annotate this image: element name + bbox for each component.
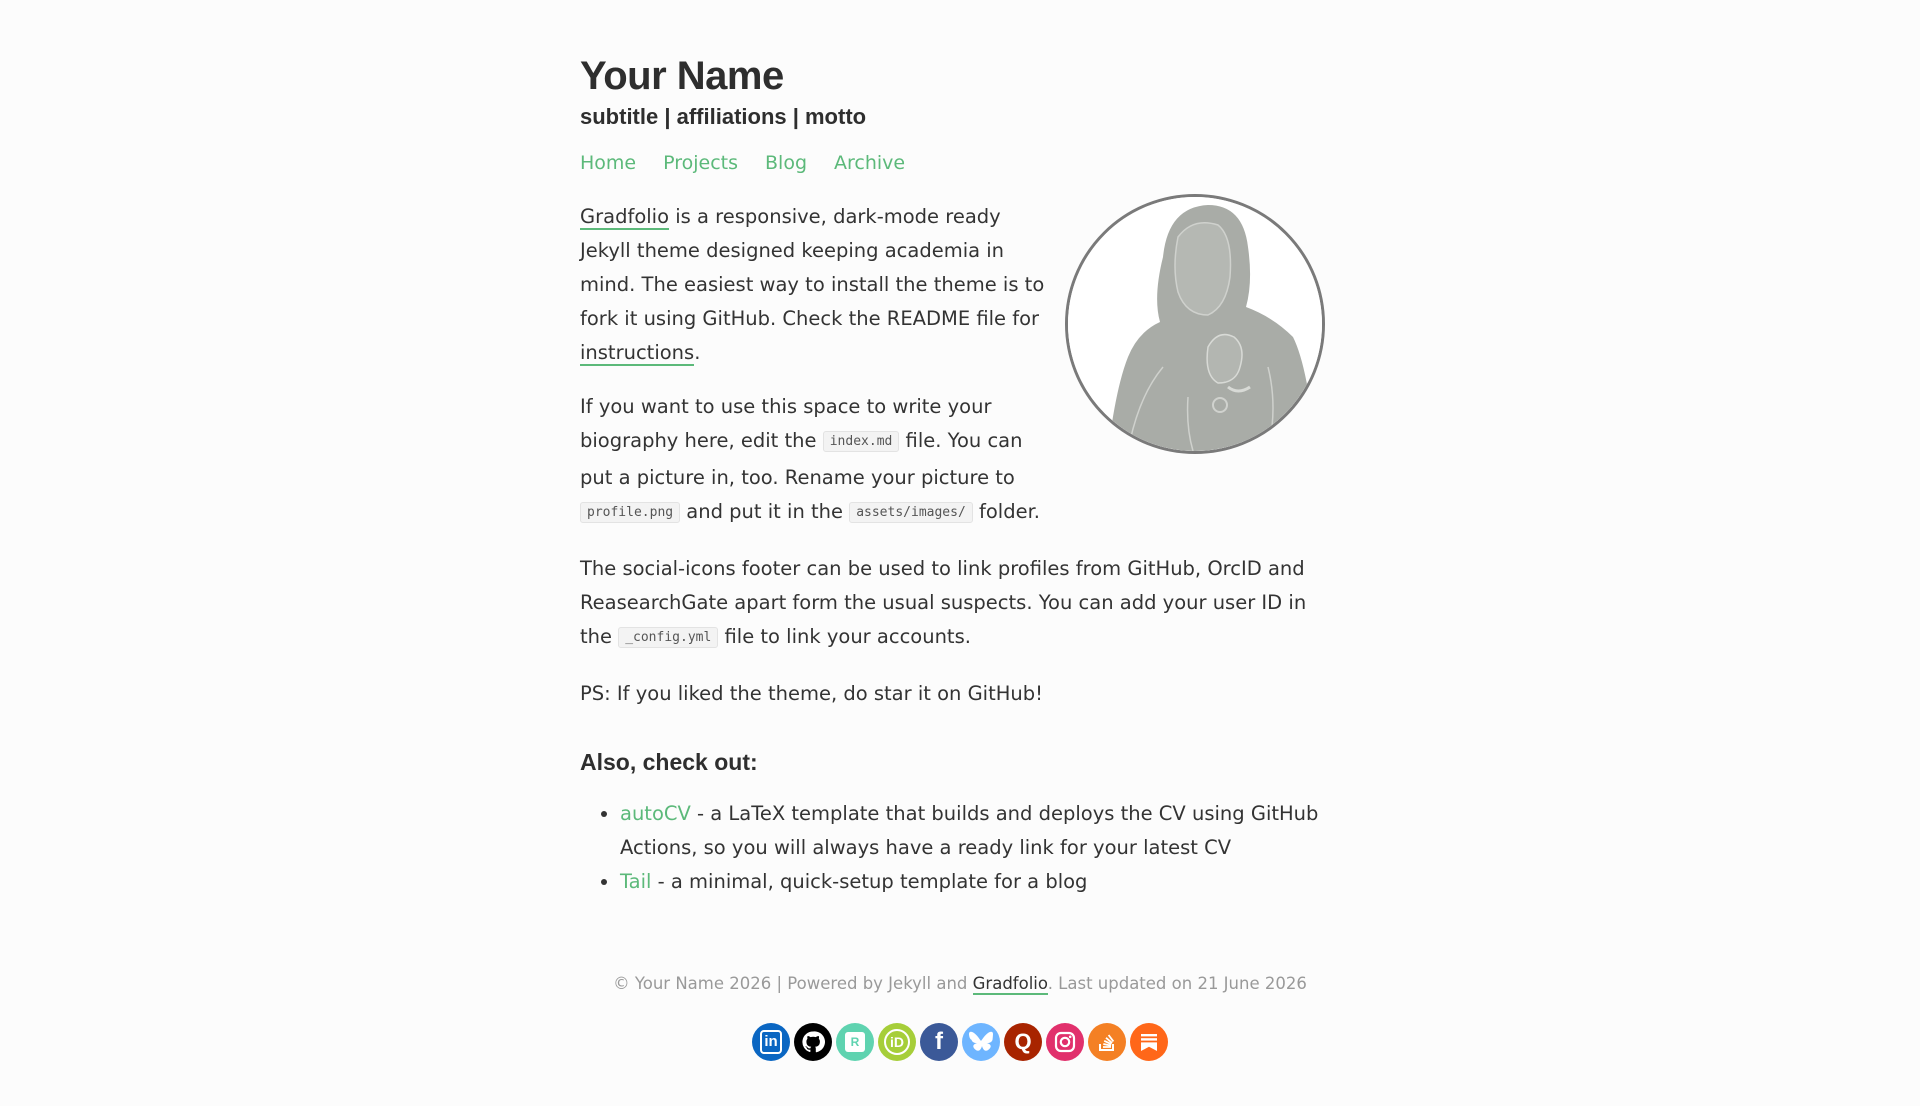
bluesky-icon[interactable]	[962, 1023, 1000, 1061]
code-assets-images: assets/images/	[849, 502, 973, 523]
main-container	[580, 52, 1325, 899]
site-subtitle: subtitle | affiliations | motto	[580, 104, 867, 129]
linkedin-icon[interactable]	[752, 1023, 790, 1061]
facebook-glyph: f	[935, 1028, 943, 1055]
orcid-glyph: iD	[884, 1029, 910, 1055]
social-paragraph	[580, 552, 1325, 657]
social-text-2: file to link your accounts.	[718, 625, 971, 648]
footer-gradfolio-link[interactable]: Gradfolio	[972, 974, 1048, 993]
intro-end: .	[694, 341, 701, 364]
quora-glyph: Q	[1014, 1029, 1032, 1054]
quora-icon[interactable]	[1004, 1023, 1042, 1061]
page-content	[580, 200, 1325, 899]
instructions-link[interactable]: instructions	[580, 341, 695, 364]
nav-archive[interactable]: Archive	[834, 152, 906, 174]
substack-icon[interactable]	[1130, 1023, 1168, 1061]
nav-blog[interactable]: Blog	[765, 152, 808, 174]
facebook-icon[interactable]	[920, 1023, 958, 1061]
profile-picture	[1065, 194, 1325, 454]
site-title[interactable]: Your Name	[580, 54, 784, 98]
code-profile-png: profile.png	[580, 502, 680, 523]
github-icon[interactable]	[794, 1023, 832, 1061]
list-item-autocv	[620, 797, 1325, 865]
footer-text	[0, 974, 1920, 993]
footer-post: . Last updated on 21 June 2026	[1047, 974, 1307, 993]
autocv-link[interactable]: autoCV	[620, 802, 691, 825]
nav-home[interactable]: Home	[580, 152, 637, 174]
also-list	[580, 797, 1325, 899]
stackoverflow-icon[interactable]	[1088, 1023, 1126, 1061]
researchgate-icon[interactable]	[836, 1023, 874, 1061]
code-index-md: index.md	[823, 431, 900, 452]
also-heading: Also, check out:	[580, 749, 758, 775]
ps-paragraph: PS: If you liked the theme, do star it on GitHub!	[580, 682, 1043, 705]
instagram-icon[interactable]	[1046, 1023, 1084, 1061]
tail-description: - a minimal, quick-setup template for a blog	[651, 870, 1088, 893]
orcid-icon[interactable]	[878, 1023, 916, 1061]
bio-text-4: folder.	[972, 500, 1040, 523]
main-nav	[580, 152, 1325, 174]
tail-link[interactable]: Tail	[620, 870, 652, 893]
bio-text-1: If you want to use this space to write your biography here, edit the	[580, 395, 992, 452]
footer-pre: © Your Name 2026 | Powered by Jekyll and	[613, 974, 973, 993]
code-config-yml: _config.yml	[618, 627, 718, 648]
autocv-description: - a LaTeX template that builds and deploys the CV using GitHub Actions, so you will always have a ready link for your latest CV	[620, 802, 1319, 859]
social-text-1: The social-icons footer can be used to link profiles from GitHub, OrcID and ReasearchGate apart form the usual suspects. You can add your user ID in the	[580, 557, 1307, 648]
intro-text: is a responsive, dark-mode ready Jekyll theme designed keeping academia in mind. The easiest way to install the theme is to fork it using GitHub. Check the README file for	[580, 205, 1045, 330]
researchgate-glyph: R	[845, 1032, 865, 1052]
gradfolio-link[interactable]: Gradfolio	[580, 205, 670, 228]
bio-text-3: and put it in the	[680, 500, 850, 523]
linkedin-glyph: in	[760, 1030, 781, 1054]
social-icons-bar	[0, 1023, 1920, 1061]
list-item-tail	[620, 865, 1325, 899]
bio-text-2: file. You can put a picture in, too. Rename your picture to	[580, 429, 1023, 489]
nav-projects[interactable]: Projects	[663, 152, 739, 174]
